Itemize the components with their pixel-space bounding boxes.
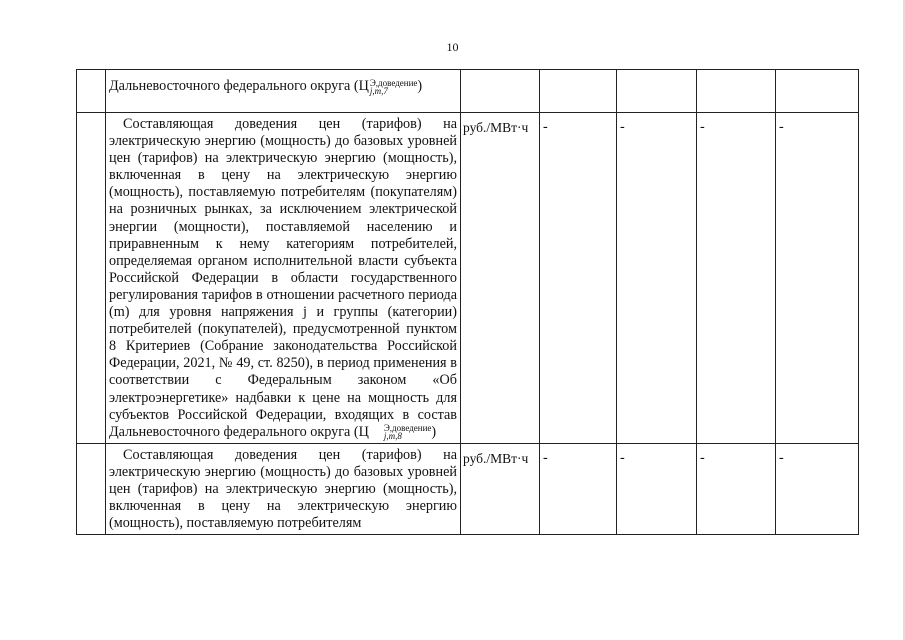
value-cell: - (697, 443, 776, 534)
symbol-subscript: j,m,8 (383, 431, 402, 442)
value-cell (697, 70, 776, 113)
description-text: Дальневосточного федерального округа (Ц (109, 78, 369, 94)
symbol-superscript: Э,доведение (383, 423, 432, 434)
unit-cell: руб./МВт·ч (461, 443, 540, 534)
closing-paren: ) (417, 78, 423, 94)
value-cell (776, 70, 859, 113)
symbol-superscript: Э,доведение (369, 77, 418, 88)
row-number-cell (77, 443, 106, 534)
value-cell: - (776, 443, 859, 534)
value-cell: - (540, 113, 617, 444)
value-cell (540, 70, 617, 113)
row-number-cell (77, 70, 106, 113)
page-number: 10 (446, 40, 459, 54)
tariff-table (76, 69, 859, 535)
closing-paren: ) (431, 423, 437, 440)
table-row (77, 70, 859, 113)
tariff-symbol (369, 424, 432, 440)
value-cell: - (617, 443, 697, 534)
description-text: Составляющая доведения цен (тарифов) на электрическую энергию (мощность) до базовых уровней цен (тарифов) на электрическую энергию (мощность), включенная в цену на электрическую энергию (мощность), поставляемую потребителям (покупателям) на розничных рынках, за исключением электрической энергии (мощности), поставляемой населению и приравненным к нему категориям потребителей, определяемая органом исполнительной власти субъекта Российской Федерации в области государственного регулирования тарифов в отношении расчетного периода (m) для уровня напряжения j и группы (категории) потребителей (покупателей), предусмотренной пунктом 8 Критериев (Собрание законодательства Российской Федерации, 2021, № 49, ст. 8250), в период применения в соответствии с Федеральным законом «Об электроэнергетике» надбавки к цене на мощность для субъектов Российской Федерации, входящих в состав Дальневосточного федерального округа (Ц (109, 116, 457, 440)
unit-cell: руб./МВт·ч (461, 113, 540, 444)
description-cell (106, 70, 461, 113)
table-row (77, 443, 859, 534)
value-cell: - (697, 113, 776, 444)
value-cell (617, 70, 697, 113)
row-number-cell (77, 113, 106, 444)
unit-cell (461, 70, 540, 113)
symbol-subscript: j,m,7 (369, 85, 388, 96)
value-cell: - (617, 113, 697, 444)
description-cell (106, 443, 461, 534)
description-cell (106, 113, 461, 444)
value-cell: - (540, 443, 617, 534)
description-text: Составляющая доведения цен (тарифов) на электрическую энергию (мощность) до базовых уровней цен (тарифов) на электрическую энергию (мощность), включенная в цену на электрическую энергию (мощность), поставляемую потребителям (109, 446, 457, 532)
table-row (77, 113, 859, 444)
tariff-symbol (369, 78, 418, 94)
value-cell: - (776, 113, 859, 444)
